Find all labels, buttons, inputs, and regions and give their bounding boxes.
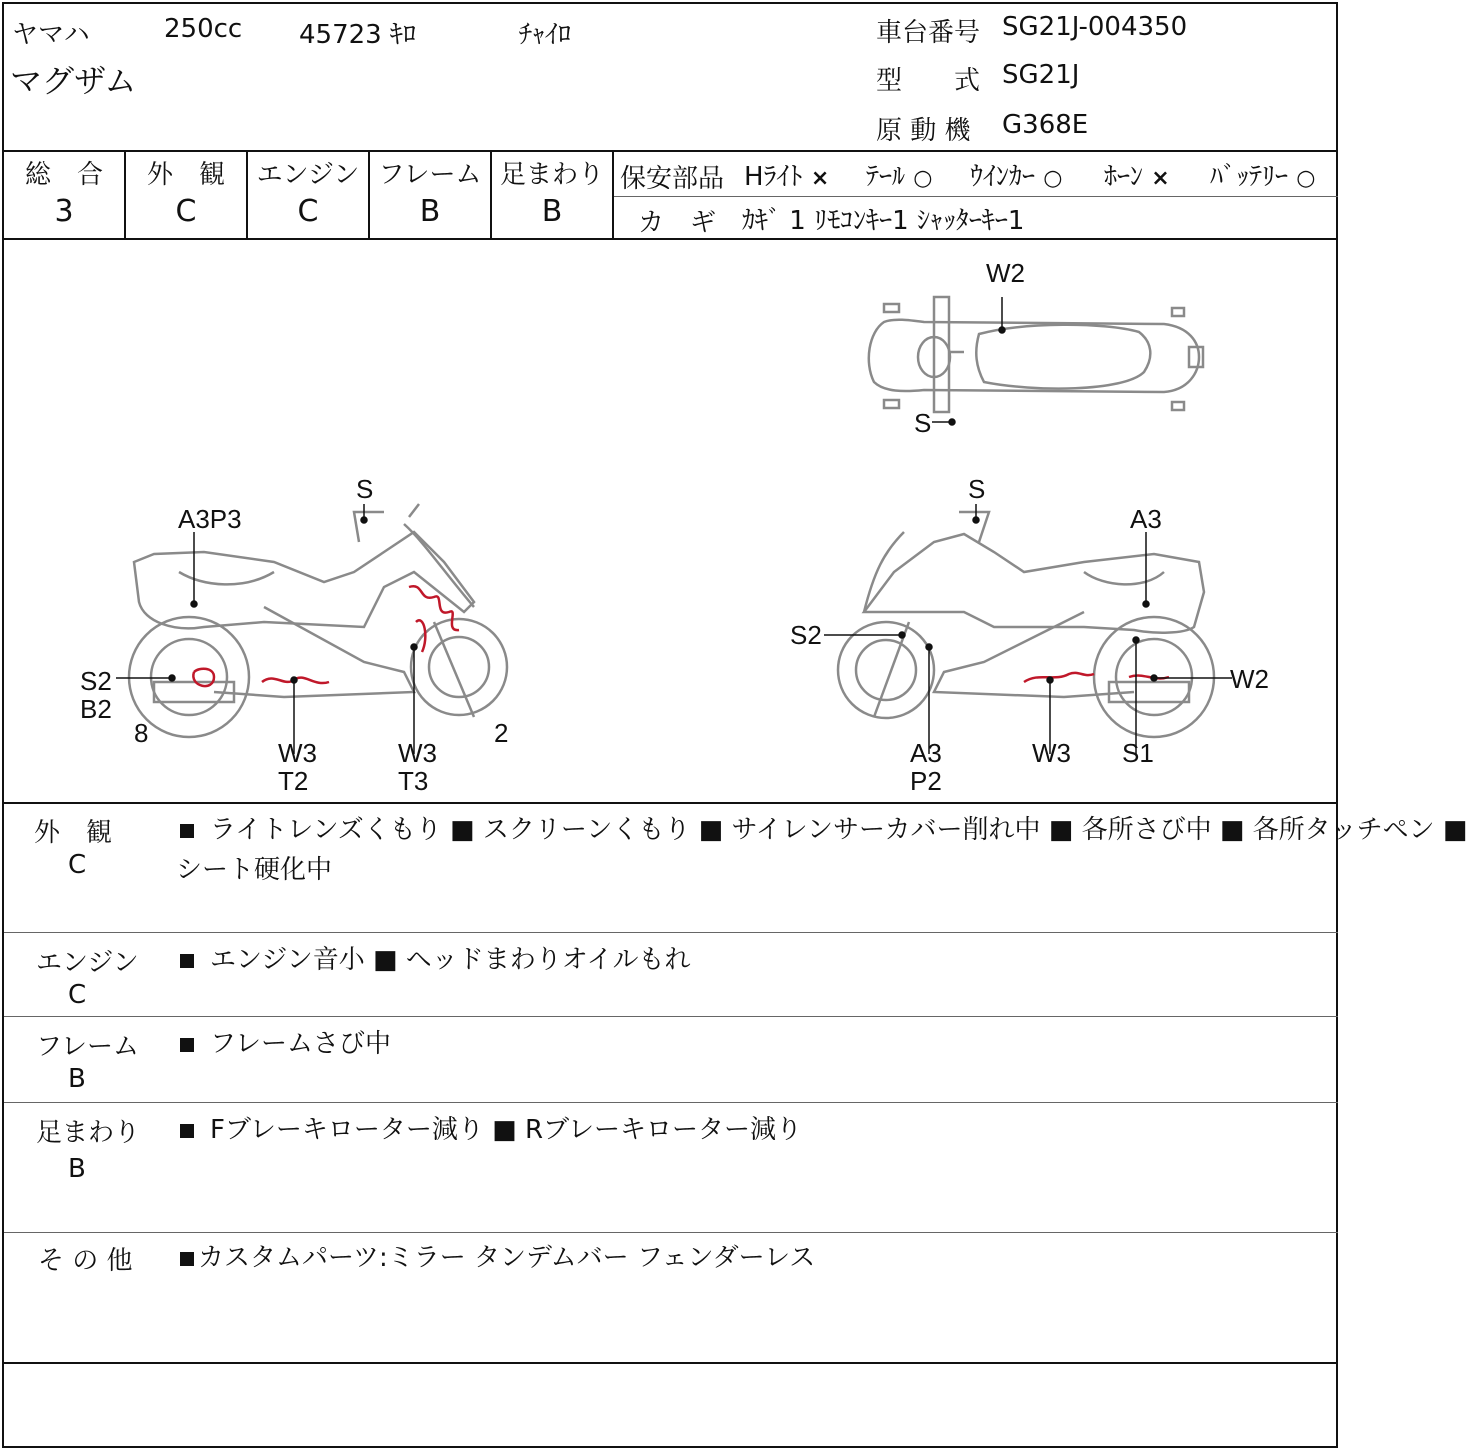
grade-suspension-label: 足まわり (499, 160, 604, 190)
grade-exterior-label: 外 観 (146, 160, 225, 190)
frame-no: SG21J-004350 (1002, 12, 1188, 42)
circle-mark-icon: ○ (1296, 166, 1316, 191)
left-side-scooter (129, 504, 507, 737)
engine-value: G368E (1002, 110, 1089, 140)
divider (4, 802, 1338, 804)
displacement: 250cc (164, 14, 243, 44)
bullet-icon (180, 1124, 194, 1138)
remark-grade: C (68, 980, 87, 1010)
grade-frame-label: フレーム (378, 160, 482, 190)
safety-parts-label: 保安部品 (620, 164, 725, 194)
diagram-label: A3 (910, 738, 942, 768)
model-name: マグザム (10, 62, 137, 100)
grade-overall-label: 総 合 (24, 160, 103, 190)
color: ﾁｬｲﾛ (519, 20, 572, 50)
circle-mark-icon: ○ (913, 166, 933, 191)
right-side-scooter (838, 512, 1214, 737)
diagram-label: S (968, 474, 986, 504)
remark-grade: C (68, 850, 87, 880)
divider (4, 932, 1338, 933)
cross-mark-icon: × (810, 166, 830, 191)
remark-label: そ の 他 (38, 1246, 133, 1276)
damage-marks (193, 586, 1169, 686)
remark-label: フレーム (36, 1032, 139, 1062)
type-value: SG21J (1002, 60, 1080, 90)
remark-label: エンジン (36, 948, 139, 978)
remark-text: エンジン音小 ■ ヘッドまわりオイルもれ (180, 940, 691, 980)
remark-label: 外 観 (34, 818, 113, 848)
diagram-label: B2 (80, 694, 112, 724)
remark-grade: B (68, 1064, 86, 1094)
inspection-sheet (2, 2, 1468, 1448)
bullet-icon (180, 1038, 194, 1052)
remark-text: カスタムパーツ:ミラー タンデムバー フェンダーレス (180, 1238, 815, 1278)
diagram-label: S1 (1122, 738, 1154, 768)
diagram-label: S2 (80, 666, 112, 696)
diagram-label: S (356, 474, 374, 504)
leader-lines (116, 297, 1232, 754)
diagram-label: W2 (1230, 664, 1269, 694)
diagram-label: S2 (790, 620, 822, 650)
circle-mark-icon: ○ (1043, 166, 1063, 191)
bullet-icon (180, 824, 194, 838)
maker: ヤマハ (12, 20, 90, 50)
divider (4, 1016, 1338, 1017)
grade-exterior-value: C (175, 194, 197, 229)
diagram-label: T3 (398, 766, 429, 796)
type-label: 型 式 (876, 66, 981, 96)
divider (4, 1102, 1338, 1103)
divider (4, 1362, 1338, 1364)
grade-engine-value: C (297, 194, 319, 229)
diagram-label: 8 (134, 718, 149, 748)
grade-overall-value: 3 (54, 194, 74, 229)
bullet-icon (180, 954, 194, 968)
safety-item: ｳｲﾝｶｰ ○ (970, 162, 1063, 192)
bullet-icon (180, 1252, 194, 1266)
remark-text: ライトレンズくもり ■ スクリーンくもり ■ サイレンサーカバー削れ中 ■ 各所さび中 ■ 各所タッチペン ■ (180, 810, 1468, 850)
keys-label: カ ギ (638, 208, 717, 238)
grade-suspension-value: B (541, 194, 563, 229)
grade-engine-label: エンジン (256, 160, 360, 190)
safety-item: ﾊﾞｯﾃﾘｰ ○ (1210, 162, 1316, 192)
cross-mark-icon: × (1151, 166, 1170, 191)
grade-frame-value: B (419, 194, 441, 229)
diagram-label: W2 (986, 258, 1025, 288)
frame-no-label: 車台番号 (876, 18, 981, 48)
diagram-label: S (914, 408, 932, 438)
remark-grade: B (68, 1154, 86, 1184)
diagram-label: T2 (278, 766, 309, 796)
diagram-label: A3 (1130, 504, 1162, 534)
safety-item: Hﾗｲﾄ × (744, 162, 830, 192)
diagram-label: P2 (910, 766, 942, 796)
diagram-label: 2 (494, 718, 509, 748)
keys-value: ｶｷﾞ 1 ﾘﾓｺﾝｷｰ1 ｼｬｯﾀｰｷｰ1 (742, 206, 1025, 236)
diagram-label: W3 (398, 738, 437, 768)
divider (4, 1232, 1338, 1233)
diagram-label: W3 (1032, 738, 1071, 768)
divider (614, 196, 1338, 197)
divider (4, 150, 1338, 152)
divider (4, 238, 1338, 240)
diagram-label: W3 (278, 738, 317, 768)
damage-diagram (4, 242, 1340, 804)
remark-text-cont: シート硬化中 (176, 855, 333, 885)
engine-label: 原 動 機 (876, 116, 971, 146)
remark-text: Fブレーキローター減り ■ Rブレーキローター減り (180, 1110, 802, 1150)
safety-item: ﾎｰﾝ × (1104, 162, 1170, 192)
remark-label: 足まわり (36, 1118, 141, 1148)
grade-divider (612, 150, 614, 238)
top-view-scooter (869, 297, 1203, 412)
safety-item: ﾃｰﾙ ○ (866, 162, 933, 192)
remark-text: フレームさび中 (180, 1024, 391, 1064)
mileage: 45723 ｷﾛ (299, 20, 416, 50)
diagram-label: A3P3 (178, 504, 242, 534)
